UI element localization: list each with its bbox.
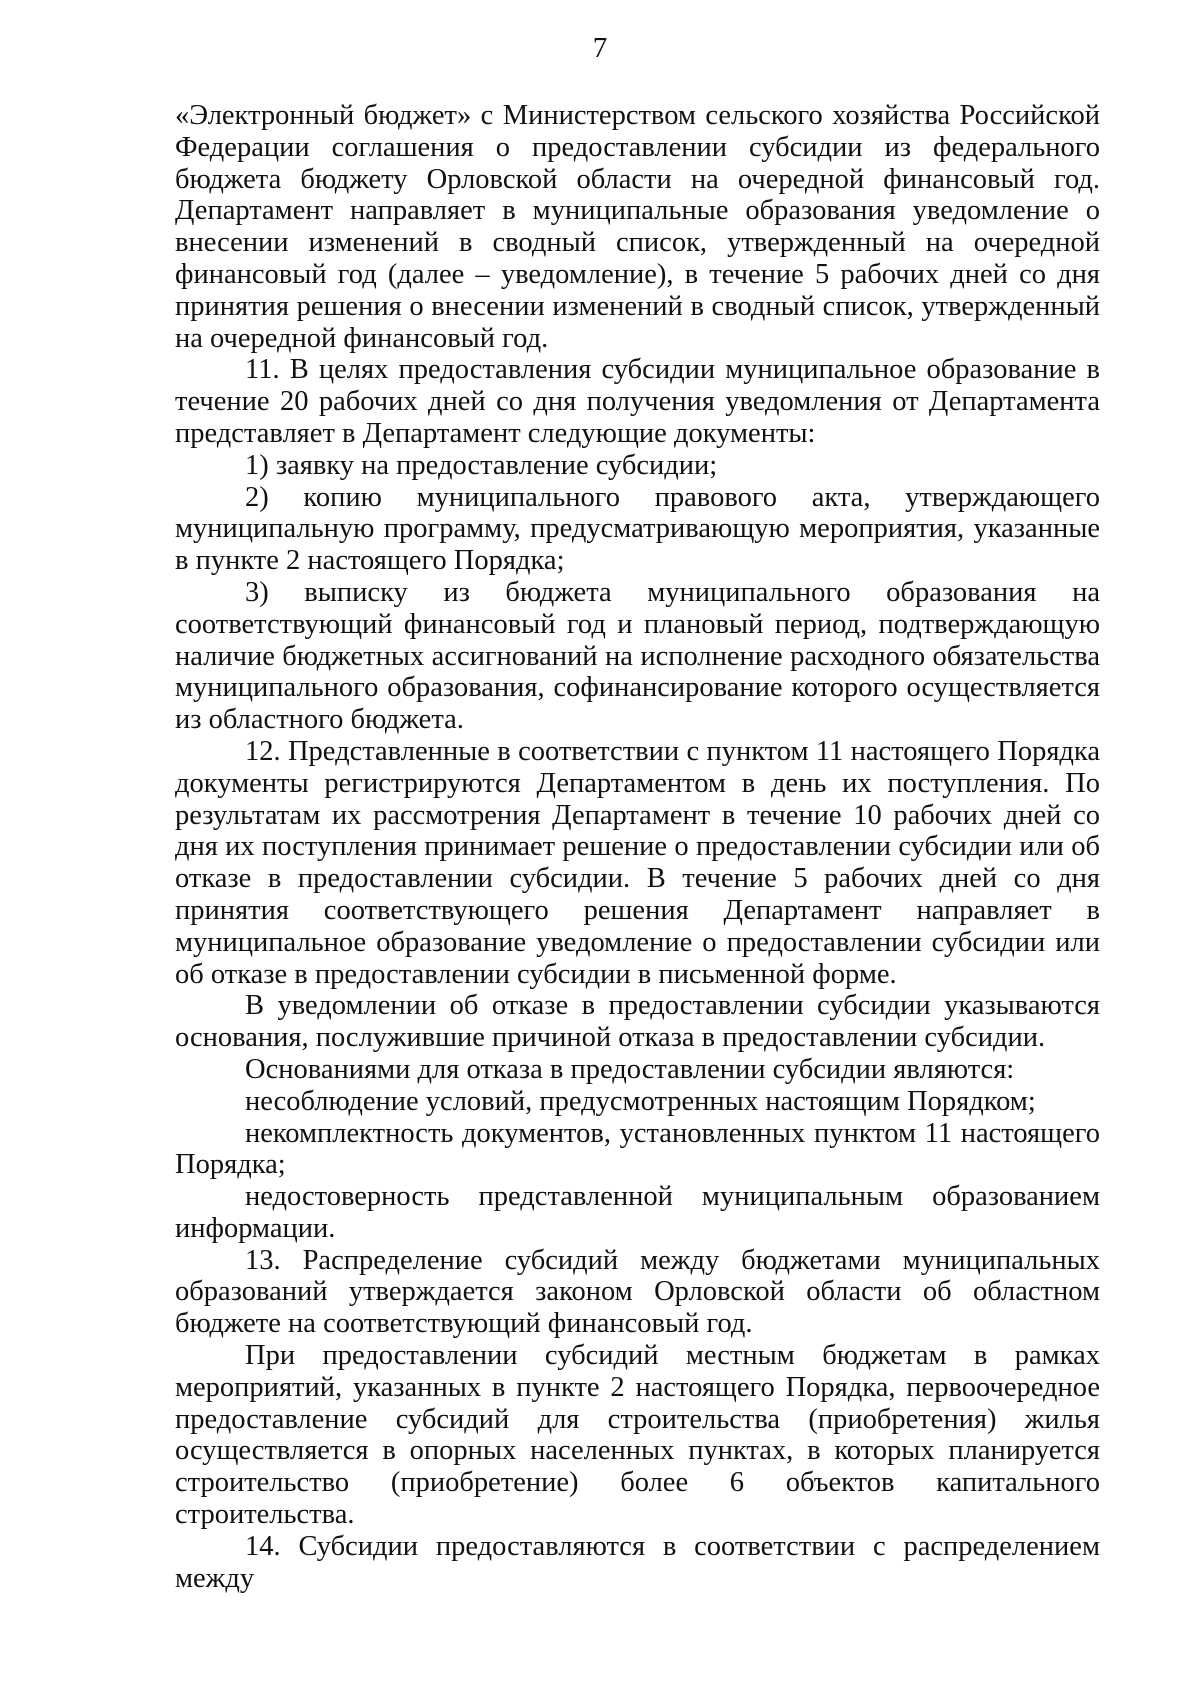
- paragraph: некомплектность документов, установленных пунктом 11 настоящего Порядка;: [175, 1117, 1100, 1181]
- paragraph: 1) заявку на предоставление субсидии;: [245, 449, 718, 481]
- paragraph: 3) выписку из бюджета муниципального образования на соответствующий финансовый год и плановый период, подтверждающую наличие бюджетных ассигнований на исполнение расходного обязательства муниципального образования, софинансирование которого осуществляется из областного бюджета.: [175, 576, 1100, 736]
- paragraph: 2) копию муниципального правового акта, утверждающего муниципальную программу, предусматривающую мероприятия, указанные в пункте 2 настоящего Порядка;: [175, 481, 1100, 577]
- paragraph: несоблюдение условий, предусмотренных настоящим Порядком;: [245, 1085, 1036, 1117]
- paragraph: В уведомлении об отказе в предоставлении субсидии указываются основания, послужившие причиной отказа в предоставлении субсидии.: [175, 990, 1100, 1054]
- paragraph: При предоставлении субсидий местным бюджетам в рамках мероприятий, указанных в пункте 2 настоящего Порядка, первоочередное предоставление субсидий для строительства (приобретения) жилья осуществляется в опорных населенных пунктах, в которых планируется строительство (приобретение) более 6 объектов капитального строительства.: [175, 1340, 1100, 1531]
- page-number: 7: [592, 32, 608, 64]
- paragraph: 12. Представленные в соответствии с пунктом 11 настоящего Порядка документы регистрируются Департаментом в день их поступления. По результатам их рассмотрения Департамент в течение 10 рабочих дней со дня их поступления принимает решение о предоставлении субсидии или об отказе в предоставлении субсидии. В течение 5 рабочих дней со дня принятия соответствующего решения Департамент направляет в муниципальное образование уведомление о предоставлении субсидии или об отказе в предоставлении субсидии в письменной форме.: [175, 735, 1100, 990]
- paragraph: 13. Распределение субсидий между бюджетами муниципальных образований утверждается законом Орловской области об областном бюджете на соответствующий финансовый год.: [175, 1244, 1100, 1340]
- paragraph: Основаниями для отказа в предоставлении субсидии являются:: [245, 1053, 1015, 1085]
- document-body: [175, 100, 1100, 1594]
- paragraph: «Электронный бюджет» с Министерством сельского хозяйства Российской Федерации соглашения о предоставлении субсидии из федерального бюджета бюджету Орловской области на очередной финансовый год. Департамент направляет в муниципальные образования уведомление о внесении изменений в сводный список, утвержденный на очередной финансовый год (далее – уведомление), в течение 5 рабочих дней со дня принятия решения о внесении изменений в сводный список, утвержденный на очередной финансовый год.: [175, 100, 1100, 354]
- paragraph: 14. Субсидии предоставляются в соответствии с распределением между: [175, 1530, 1100, 1594]
- paragraph: недостоверность представленной муниципальным образованием информации.: [175, 1181, 1100, 1244]
- paragraph: 11. В целях предоставления субсидии муниципальное образование в течение 20 рабочих дней со дня получения уведомления от Департамента представляет в Департамент следующие документы:: [175, 354, 1100, 449]
